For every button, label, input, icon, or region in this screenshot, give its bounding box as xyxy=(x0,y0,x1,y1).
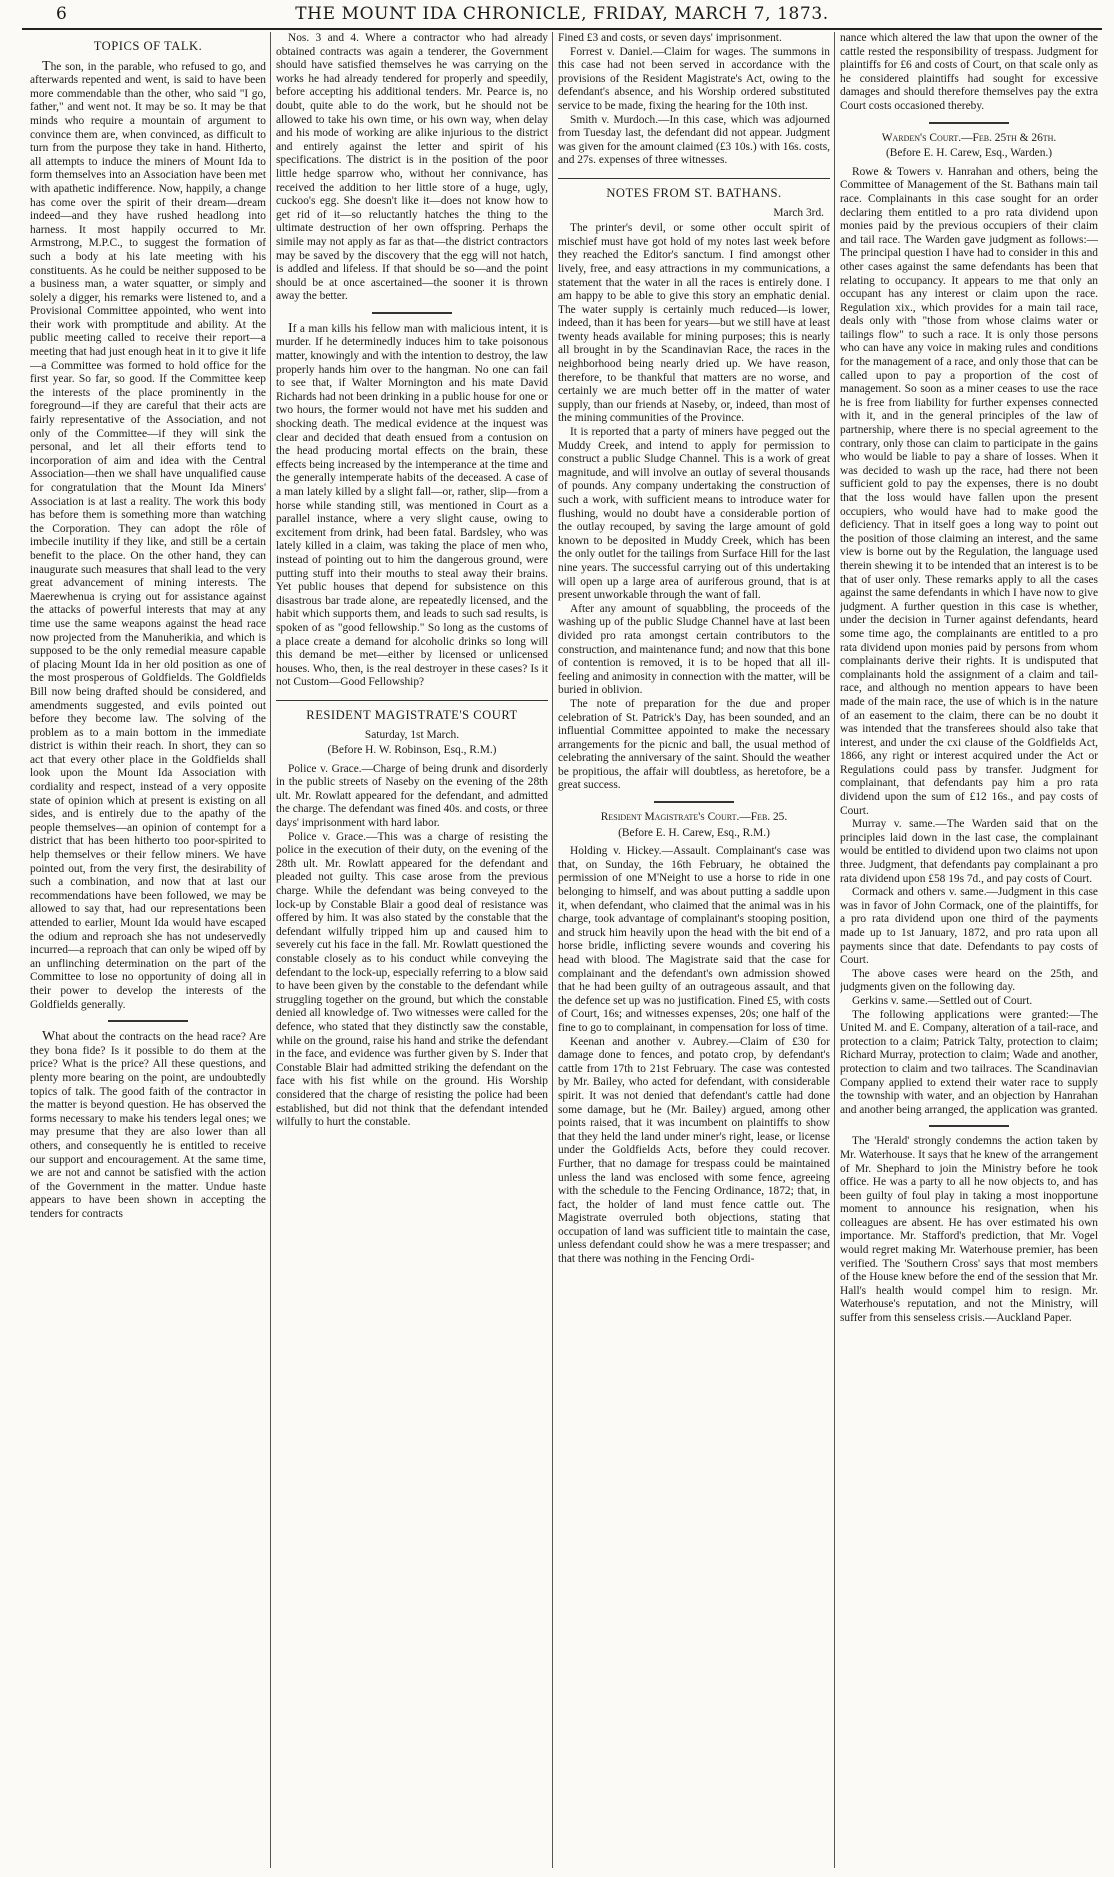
dateline: March 3rd. xyxy=(773,206,824,219)
article-paragraph: The 'Herald' strongly condemns the action taken by Mr. Waterhouse. It says that he knew of the arrangement of Mr. Shephard to join the Ministry before he took office. He was a party to all he now objects to, and has been guilty of foul play in taking a most inopportune moment to announce his resignation, when his colleagues are absent. He has over estimated his own importance. Mr. Stafford's prediction, that Mr. Vogel would regret making Mr. Waterhouse premier, has been verified. The 'Southern Cross' says that most members of the House knew before the end of the session that Mr. Hall's health would compel him to resign. Mr. Waterhouse's reputation, and not the Ministry, will suffer from this senseless crisis.—Auckland Paper. xyxy=(840,1135,1098,1325)
court-case-paragraph: Cormack and others v. same.—Judgment in this case was in favor of John Cormack, one of the plaintiffs, for a pro rata dividend upon one third of the payments made up to 1st January, 1872, and pro rata upon all payments since that date. Defendants to pay costs of Court. xyxy=(840,886,1098,967)
article-paragraph: The note of preparation for the due and proper celebration of St. Patrick's Day, has been sounded, and an influential Committee appointed to make the necessary arrangements for the picnic and ball, the usual method of celebrating the anniversary of the saint. Should the weather be propitious, the affair will doubtless, as heretofore, be a great success. xyxy=(558,697,830,792)
court-case-paragraph: The following applications were granted:—The United M. and E. Company, alteration of a tail-race, and protection to a claim; Patrick Talty, protection to claim; Richard Murray, protection to claim; Wade and another, protection to claim and two tailraces. The Scandinavian Company applied to extend their water race to supply the township with water, and an objection by Hanrahan and another being arranged, the application was granted. xyxy=(840,1008,1098,1116)
article-paragraph: If a man kills his fellow man with malicious intent, it is murder. If he determinedly induces him to take poisonous matter, knowingly and with the intention to destroy, the law properly hands him over to the hangman. No one can fail to see that, if Walter Mornington and his mate David Richards had not been drinking in a public house for one or two hours, the former would not have met his sudden and shocking death. The medical evidence at the inquest was clear and decided that death ensued from a contusion on the head producing mortal effects on the brain, these effects being increased by the intemperance at the time and the generally intemperate habits of the deceased. A case of a man lately killed by a slight fall—or, rather, slip—from a horse while standing still, was mentioned in Court as a parallel instance, where a very slight cause, owing to excitement from drink, had been fatal. Bardsley, who was lately killed in a claim, was taking the place of men who, instead of pointing out to him the dangerous ground, were putting stuff into their mouths to steal away their brains. Yet public houses that depend for subsistence on this disastrous bar trade alone, are repeatedly licensed, and the habit which supports them, and leads to such sad results, is spoken of as "good fellowship." So long as the customs of a place create a demand for alcoholic drinks so long will this demand be met—either by licensed or unlicensed houses. Who, then, is the real destroyer in these cases? Is it not Custom—Good Fellowship? xyxy=(276,320,548,689)
section-separator xyxy=(558,178,830,179)
article-paragraph: The printer's devil, or some other occult spirit of mischief must have got hold of my notes last week before they reached the Editor's sanctum. I find amongst other lively, free, and easy attractions in my communications, a statement that the water in all the races is entirely done. I am happy to be able to give this story an emphatic denial. The water supply is certainly much reduced—is lower, indeed, than it has been for years—but we still have at least twenty heads available for mining purposes; this is nearly all brought in by the Scandinavian Race, the races in the neighborhood being nearly dried up. We have reason, therefore, to be thankful that matters are no worse, and certainly we are much better off in the matter of water supply, than our friends at Naseby, or, indeed, than most of the mining communities of the Province. xyxy=(558,222,830,425)
masthead xyxy=(22,4,1102,30)
court-heading: Warden's Court.—Feb. 25th & 26th. xyxy=(881,131,1057,144)
court-case-paragraph: Gerkins v. same.—Settled out of Court. xyxy=(852,994,1033,1007)
court-case-paragraph: Fined £3 and costs, or seven days' imprisonment. xyxy=(558,32,782,44)
court-case-paragraph: Police v. Grace.—This was a charge of resisting the police in the execution of their duty, on the evening of the 28th ult. Mr. Rowlatt appeared for the defendant and pleaded not guilty. This case arose from the previous charge. While the defendant was being conveyed to the lock-up by Constable Blair a good deal of resistance was offered by him. It was also stated by the constable that the defendant wilfully tripped him up and caused him to severely cut his face in the fall. Mr. Rowlatt questioned the constable closely as to his conduct while conveying the defendant to the lock-up, especially referring to a blow said to have been given by the constable to the defendant while struggling together on the ground, but which the constable denied all knowledge of. Two witnesses were called for the defence, who stated that they distinctly saw the constable, while on the ground, raise his hand and strike the defendant in the face, and evidence was further given by S. Inder that Constable Blair had admitted striking the defendant on the face with his fist while on the ground. His Worship considered that the charge of resisting the police had been established, but did not think that the defendant intended wilfully to hurt the constable. xyxy=(276,830,548,1129)
article-paragraph: After any amount of squabbling, the proceeds of the washing up of the public Sludge Channel have at last been divided pro rata amongst certain contributors to the construction, and maintenance fund; and now that this bone of contention is removed, it is to be hoped that all ill-feeling and animosity in connection with the matter, will be buried in oblivion. xyxy=(558,602,830,697)
column-divider xyxy=(834,32,835,1868)
column-2 xyxy=(276,32,548,1868)
court-case-paragraph: The above cases were heard on the 25th, and judgments given on the following day. xyxy=(840,967,1098,994)
court-case-paragraph: Keenan and another v. Aubrey.—Claim of £30 for damage done to fences, and potato crop, by defendant's cattle from 17th to 21st February. The case was contested by Mr. Bailey, who acted for defendant, with considerable spirit. It was not denied that defendant's cattle had done some damage, but he (Mr. Bailey) argued, among other points raised, that it was incumbent on plaintiffs to show that they held the land under miner's right, lease, or license under the Goldfields Acts, before they could recover. Further, that no damage for trespass could be maintained unless the land was enclosed with some fence, agreeing with the schedule to the Fencing Ordinance, 1872; that, in fact, the holder of land must fence cattle out. The Magistrate overruled both objections, stating that occupation of land was sufficient title to maintain the case, unless defendant could show he was a mere trespasser; and that there was nothing in the Fencing Ordi- xyxy=(558,1035,830,1266)
section-separator xyxy=(108,1020,188,1022)
court-before: (Before E. H. Carew, Esq., Warden.) xyxy=(885,147,1053,160)
court-before: (Before H. W. Robinson, Esq., R.M.) xyxy=(327,744,497,757)
column-1 xyxy=(30,32,266,1868)
section-separator xyxy=(929,122,1009,124)
court-heading: Resident Magistrate's Court.—Feb. 25. xyxy=(600,811,788,824)
article-paragraph: Nos. 3 and 4. Where a contractor who had already obtained contracts was again a tenderer, the Government should have satisfied themselves he was carrying on the works he had already tendered for properly and speedily, before accepting his additional tenders. Mr. Pearce is, no doubt, quite able to do the work, but he should not be allowed to take his own time, or his own way, when delay and his mode of working are alike injurious to the district and entirely against the letter and spirit of his specifications. The district is in the position of the poor little hedge sparrow who, without her connivance, has received the addition to her little store of a huge, ugly, cuckoo's egg. She doesn't like it—does not know how to get rid of it—so reluctantly hatches the thing to the ultimate destruction of her own offspring. Perhaps the simile may not apply as far as that—the district contractors may be saved by the discovery that the egg will not hatch, is addled and lifeless. If that should be so—and the point should be at once ascertained—the sooner it is thrown away the better. xyxy=(276,32,548,303)
newspaper-title: THE MOUNT IDA CHRONICLE, FRIDAY, MARCH 7, 1873. xyxy=(295,4,829,24)
masthead-rule xyxy=(22,28,1102,30)
court-case-paragraph: Rowe & Towers v. Hanrahan and others, being the Committee of Management of the St. Bathans main tail race. Complainants in this case sought for an order declaring them entitled to a pro rata dividend upon monies paid by the previous occupiers of their claim and tail race. The Warden gave judgment as follows:—The principal question I have had to consider in this and other cases against the same defendants has been that relating to occupancy. It appears to me that only an occupant has any interest or claim upon the race. Regulation xix., which provides for a main tail race, deals only with "those from whose claims water or tailings flow" to such a race. It is only those persons who can have any voice in making rules and conditions for the management of a race, and only those that can be called upon to pay a proportion of the cost of management. So soon as a miner ceases to use the race he is free from liability for further expenses connected with it, and in the general principles of the law of partnership, where there is no special agreement to the contrary, only those can claim to participate in the gains who would be liable to pay a share of losses. When it was decided to wash up the race, had there not been sufficient gold to pay the expenses, there is no doubt that the loss would have fallen upon the present occupiers, who would have had to make good the deficiency. That in itself goes a long way to point out the position of those claiming an interest, and the same view is borne out by the Regulation, the language used therein shewing it to be intended that an interest is to be that of user only. These remarks apply to all the cases against the same defendants in which I have now to give judgment. A further question in this case is whether, under the decision in Turner against defendants, heard some time ago, the complainants are entitled to a pro rata dividend upon monies paid by persons from whom complainants derive their rights. It is undisputed that complainants hold the assignment of a claim and tail-race, and although no mention appears to have been made of the main race, the use of which is in the nature of an easement to the claim, there can be no doubt it was intended that the transferees should also take that interest, and under the cxi clause of the Goldfields Act, 1866, any right or interest acquired under the Act or Regulations could pass by transfer. Judgment for complainant, that defendants pay him a pro rata dividend upon the sum of £12 16s., and pay costs of Court. xyxy=(840,165,1098,817)
section-separator xyxy=(654,801,734,803)
section-separator xyxy=(372,312,452,314)
court-before: (Before E. H. Carew, Esq., R.M.) xyxy=(618,826,770,839)
column-divider xyxy=(270,32,271,1868)
court-case-paragraph: Forrest v. Daniel.—Claim for wages. The summons in this case had not been served in accordance with the provisions of the Resident Magistrate's Act, owing to the defendant's absence, and his Worship ordered substituted service to be made, fixing the hearing for the 10th inst. xyxy=(558,45,830,112)
article-paragraph: What about the contracts on the head race? Are they bona fide? Is it possible to do them at the price? What is the price? All these questions, and plenty more bearing on the point, are undoubtedly topics of talk. The good faith of the contractor in the matter is beyond question. He has observed the forms necessary to make his tenders legal ones; we may presume that they are also lower than all others, and consequently he is entitled to receive our support and encouragement. At the same time, we are not and cannot be satisfied with the action of the Government in the matter. Undue haste appears to have been shown in accepting the tenders for contracts xyxy=(30,1029,266,1220)
article-paragraph: It is reported that a party of miners have pegged out the Muddy Creek, and intend to apply for permission to construct a public Sludge Channel. This is a work of great magnitude, and will involve an outlay of several thousands of pounds. Any company undertaking the construction of such a work, with sufficient means to introduce water for flushing, would no doubt have a considerable portion of the outlay recouped, by saving the large amount of gold known to be deposited in Muddy Creek, which has been the only outlet for the tailings from Surface Hill for the last nine years. The successful carrying out of this undertaking will open up a large area of auriferous ground, that is at present unworkable through the want of fall. xyxy=(558,426,830,602)
court-case-paragraph: nance which altered the law that upon the owner of the cattle rested the responsibility of trespass. Judgment for plaintiffs for £6 and costs of Court, on that scale only as he considered plaintiffs had sought for excessive damages and should therefore themselves pay the extra Court costs occasioned thereby. xyxy=(840,32,1098,112)
column-4 xyxy=(840,32,1098,1868)
court-case-paragraph: Smith v. Murdoch.—In this case, which was adjourned from Tuesday last, the defendant did not appear. Judgment was given for the amount claimed (£3 10s.) with 16s. costs, and 27s. expenses of three witnesses. xyxy=(558,113,830,167)
column-3 xyxy=(558,32,830,1868)
section-heading-topics-of-talk: TOPICS OF TALK. xyxy=(93,39,203,53)
court-case-paragraph: Murray v. same.—The Warden said that on the principles laid down in the last case, the complainant would be entitled to dividend upon two claims not upon three. Judgment, that defendants pay complainant a pro rata dividend upon £58 19s 7d., and pay costs of Court. xyxy=(840,818,1098,885)
court-case-paragraph: Police v. Grace.—Charge of being drunk and disorderly in the public streets of Naseby on the evening of the 28th ult. Mr. Rowlatt appeared for the defendant, and admitted the charge. The defendant was fined 40s. and costs, or three days' imprisonment with hard labor. xyxy=(276,762,548,830)
page-number: 6 xyxy=(56,4,67,24)
article-paragraph: The son, in the parable, who refused to go, and afterwards repented and went, is said to have been more commendable than the other, who said "I go, father," and went not. It may be so. It may be that minds who require a mountain of argument to convince them are, when convinced, as difficult to turn from the purpose they take in hand. Hitherto, all attempts to induce the miners of Mount Ida to form themselves into an Association have been met with apathetic indifference. Now, happily, a change has come over the spirit of their dream—dream indeed—and they have rushed headlong into harness. It most happily occurred to Mr. Armstrong, M.P.C., to suggest the formation of such a body at his late meeting with his constituents. As he could be neither supposed to be a business man, a water squatter, or simply and solely a digger, his remarks were listened to, and a Provisional Committee appointed, who went into their work with promptitude and ability. At the public meeting called to receive their report—a meeting that had just enough heat in it to give it life—a Committee was formed to hold office for the first year. So far, so good. If the Committee keep the interests of the place prominently in the foreground—if they are careful that their acts are fairly representative of the Association, and not only of the Committee—if they will sink the personal, and let all their efforts tend to incorporation of aim and idea with the Central Association—then we shall have unqualified cause for congratulation that the Mount Ida Miners' Association is at last a reality. The work this body has before them is something more than watching the Corporation. They can adopt the rôle of imbecile inutility if they like, and still be a certain benefit to the place. On the other hand, they can inaugurate such measures that shall lead to the very great advancement of mining interests. The Maerewhenua is crying out for assistance against the attacks of powerful interests that may at any time use the same weapons against the head race now projected from the Manuherikia, and which is supposed to be the only remedial measure capable of placing Mount Ida in her old position as one of the most prosperous of Goldfields. The Goldfields Bill now being drafted should be considered, and amendments suggested, and evils pointed out before they become law. The solving of the problem as to a main bottom in the immediate district is within their reach. In short, they can so act that every other place in the Goldfields shall look upon the Mount Ida Association with cordiality and respect, instead of a very opposite state of opinion which at present is existing on all sides, and is entirely due to the apathy of the people themselves—an opinion of contempt for a district that has been hitherto too poor-spirited to help themselves or their fellow miners. We have pointed out, from the very first, the desirability of such a combination, and now that at last our recommendations have been followed, we may be allowed to say that, had our representations been attended to earlier, Mount Ida would have escaped the odium and reproach she has not undeservedly incurred—a reproach that can only be wiped off by an unflinching determination on the part of the Committee to lose no opportunity of doing all in their power to develop the interests of the Goldfields generally. xyxy=(30,58,266,1011)
section-separator xyxy=(276,700,548,701)
court-date: Saturday, 1st March. xyxy=(364,728,460,741)
section-separator xyxy=(929,1125,1009,1127)
court-case-paragraph: Holding v. Hickey.—Assault. Complainant's case was that, on Sunday, the 16th February, he obtained the permission of one M'Neight to use a horse to ride in one belonging to himself, and was about putting a saddle upon it, when defendant, who claimed that the animal was in his charge, took advantage of complainant's stooping position, and struck him heavily upon the head with the bit end of a horse bridle, inflicting severe wounds and covering his head with blood. The Magistrate said that the case for complainant and the defendant's own admission showed that he had been guilty of an outrageous assault, and that the defence set up was no justification. Fined £5, with costs of Court, 16s; and witnesses expenses, 20s; one half of the fine to go to complainant, in compensation for loss of time. xyxy=(558,845,830,1034)
section-heading-resident-magistrates-court: RESIDENT MAGISTRATE'S COURT xyxy=(306,707,518,722)
column-divider xyxy=(552,32,553,1868)
section-heading-notes-from-st-bathans: NOTES FROM ST. BATHANS. xyxy=(606,185,782,200)
